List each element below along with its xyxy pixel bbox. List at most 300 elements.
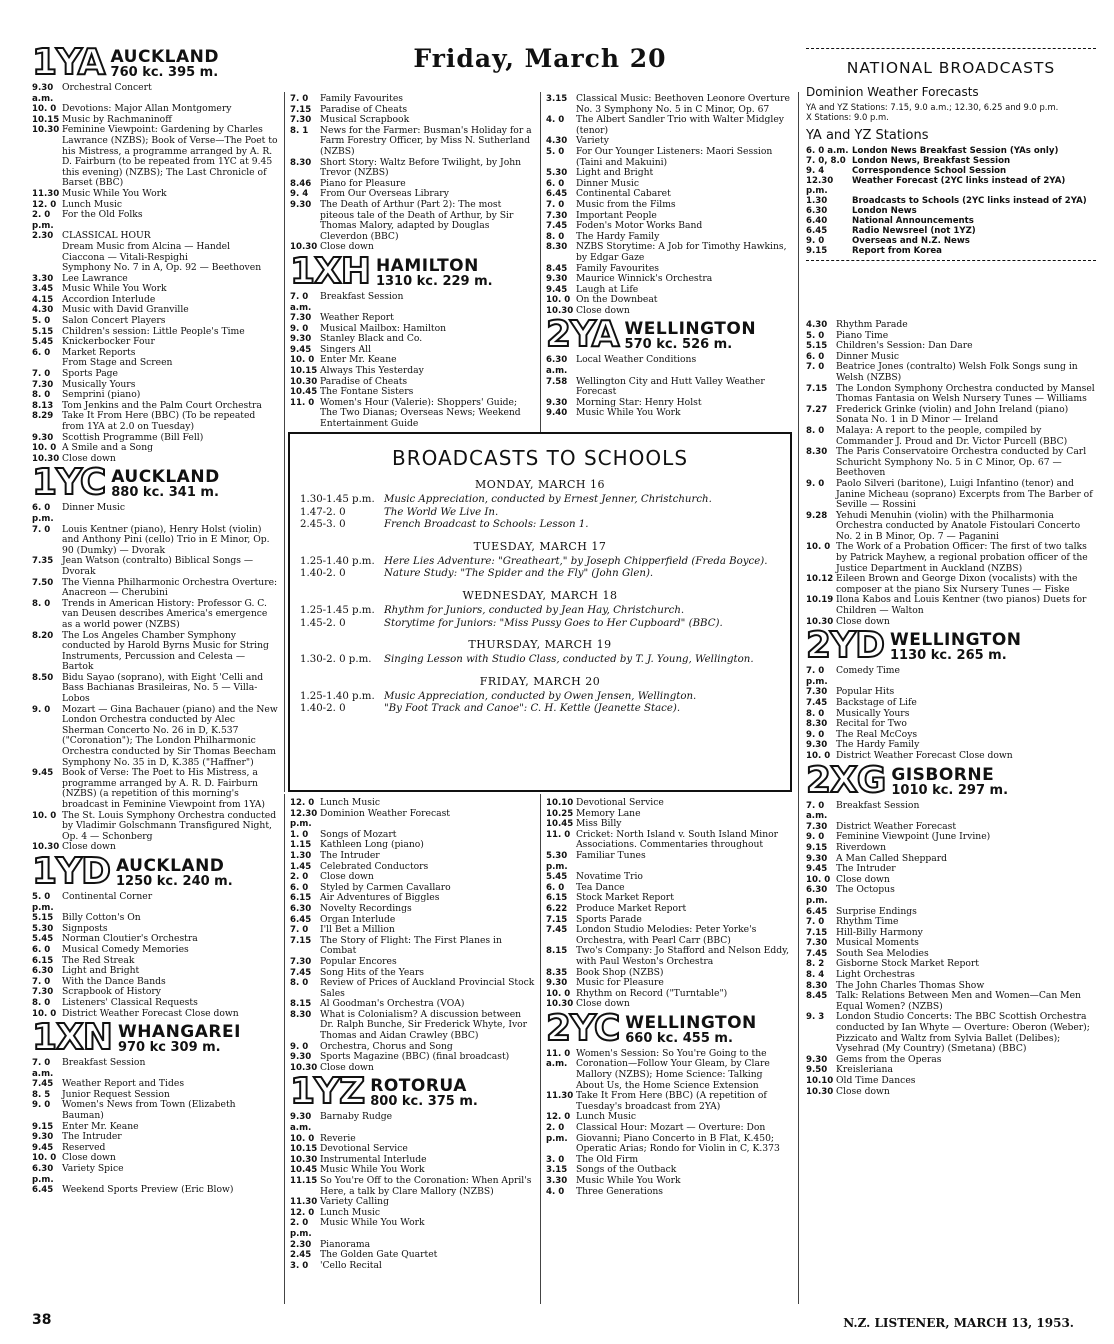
program-title: Styled by Carmen Cavallaro [320, 881, 451, 893]
program-time: 5.30 [546, 168, 568, 179]
program-title: The Death of Arthur (Part 2): The most piteous tale of the Death of Arthur, by Sir Thomas Malory, adapted by Douglas Cleverdon (BBC) [320, 198, 514, 242]
program-time: 6. 0 [546, 178, 565, 189]
program-time: 9. 0 [32, 704, 51, 715]
program-title: Music with David Granville [62, 304, 189, 316]
national-time: 1.30 [806, 196, 828, 206]
program-time: 5.45 [32, 934, 54, 945]
program-time: 7. 0 a.m. [290, 291, 312, 313]
program-title: Lunch Music [320, 797, 381, 808]
program-title: Take It From Here (BBC) (A repetition of Tuesday's broadcast from 2YA) [576, 1090, 767, 1112]
national-title-text: Broadcasts to Schools (2YC links instead of 2YA) [852, 196, 1087, 206]
program-row [546, 1176, 792, 1187]
program-time: 8.20 [32, 630, 54, 641]
program-title: Reverie [320, 1132, 356, 1144]
program-time: 10. 0 [546, 988, 571, 999]
program-title: Accordion Interlude [62, 293, 156, 305]
program-row [32, 599, 278, 631]
program-title: The Octopus [836, 884, 895, 896]
program-time: 7. 0 [290, 94, 309, 104]
program-title: Orchestral Concert [62, 82, 152, 93]
program-row [806, 801, 1096, 822]
program-row [32, 525, 278, 557]
program-row [546, 946, 792, 967]
station-city: WELLINGTON [625, 1012, 757, 1033]
schools-time: 1.47-2. 0 [300, 506, 346, 518]
program-title: Popular Encores [320, 955, 397, 967]
program-time: 7.30 [32, 379, 54, 390]
program-row [806, 426, 1096, 447]
program-title: Dinner Music [576, 177, 640, 189]
program-time: 10.30 [290, 1062, 318, 1073]
station-city: ROTORUA [370, 1076, 467, 1097]
program-time: 8. 0 [32, 390, 51, 401]
program-title: 'Cello Recital [320, 1259, 382, 1271]
program-row [806, 991, 1096, 1012]
program-row [290, 200, 536, 242]
program-title: Enter Mr. Keane [62, 1120, 139, 1132]
program-time: 7.50 [32, 577, 54, 588]
station-2ya-continued [546, 798, 792, 1010]
weather-lines [806, 102, 1096, 122]
program-time: 12. 0 [290, 1207, 315, 1218]
program-title: Feminine Viewpoint (June Irvine) [836, 831, 991, 843]
program-title: London Studio Melodies: Peter Yorke's Orchestra, with Pearl Carr (BBC) [576, 924, 757, 946]
program-title: Close down [836, 1085, 890, 1097]
program-time: 1. 0 [290, 829, 309, 840]
national-row [806, 246, 1096, 256]
program-time: 10.30 [32, 842, 60, 853]
program-row [32, 556, 278, 577]
program-title: Barnaby Rudge [320, 1111, 393, 1123]
program-title: Lee Lawrance [62, 272, 128, 284]
program-time: 10.15 [290, 366, 318, 377]
program-title: Music While You Work [320, 1164, 425, 1176]
program-title: For the Old Folks [62, 209, 143, 221]
schools-program: Rhythm for Juniors, conducted by Jean Hay, Christchurch. [384, 604, 685, 616]
program-title: Cricket: North Island v. South Island Minor Associations. Commentaries throughout [576, 828, 779, 851]
schools-program: Here Lies Adventure: "Greatheart," by Joseph Chipperfield (Freda Boyce). [384, 555, 768, 567]
program-title: Women's Hour (Valerie): Shoppers' Guide; The Two Dianas; Overseas News; Weekend Entertainment Guide [320, 396, 521, 430]
program-title: Enter Mr. Keane [320, 354, 397, 366]
program-time: 7.15 [546, 914, 568, 925]
program-row [290, 292, 536, 313]
program-time: 5. 0 [806, 330, 825, 341]
program-title: Weekend Sports Preview (Eric Blow) [62, 1184, 234, 1196]
program-time [32, 242, 62, 253]
program-row [32, 811, 278, 843]
program-time: 7. 0 [546, 199, 565, 210]
program-title: Sports Magazine (BBC) (final broadcast) [320, 1051, 510, 1063]
program-time: 6.15 [290, 893, 312, 904]
program-title: Weather Report and Tides [62, 1078, 185, 1090]
program-title: Lunch Music [320, 1206, 381, 1218]
program-time: 1.15 [290, 840, 312, 851]
program-row [290, 936, 536, 957]
program-time: 8. 0 [32, 997, 51, 1008]
program-time: 7.30 [290, 956, 312, 967]
program-time: 7.30 [806, 687, 828, 698]
program-row [32, 705, 278, 769]
program-time: 7.45 [806, 948, 828, 959]
program-time: 8.15 [546, 946, 568, 957]
program-time: 10.30 [32, 125, 60, 136]
program-time: 5.45 [546, 872, 568, 883]
program-time: 4. 0 [546, 1186, 565, 1197]
program-time: 10. 0 [32, 443, 57, 454]
program-title: Scottish Programme (Bill Fell) [62, 431, 204, 443]
program-title: Market Reports [62, 346, 136, 358]
schools-day: THURSDAY, MARCH 19 [468, 638, 612, 652]
program-time: 8.45 [546, 263, 568, 274]
program-title: Feminine Viewpoint: Gardening by Charles Lawrance (NZBS); Book of Verse—The Poet to his Mistress, a programme arranged by A. R. D. Fairburn (to be repeated from 1YC at 9.45 this evening) (NZBS); The Last Chronicle of Barset (BBC) [62, 124, 278, 189]
program-title: Dinner Music [836, 350, 900, 362]
program-time: 7.15 [806, 383, 828, 394]
schools-program: Nature Study: "The Spider and the Fly" (John Glen). [384, 568, 654, 580]
program-time: 8.30 [290, 157, 312, 168]
program-time: 8.15 [290, 999, 312, 1010]
program-row [806, 698, 1096, 709]
program-time: 7. 0 [806, 362, 825, 373]
program-time: 9.28 [806, 510, 828, 521]
program-title: A Man Called Sheppard [836, 852, 948, 864]
program-time: 10.45 [290, 387, 318, 398]
national-row [806, 226, 1096, 236]
schools-program: Storytime for Juniors: "Miss Pussy Goes to Her Cupboard" (BBC). [384, 617, 723, 629]
program-time [32, 263, 62, 274]
page-title: Friday, March 20 [413, 44, 667, 73]
program-title: Review of Prices of Auckland Provincial Stock Sales [320, 977, 535, 999]
program-title: Instrumental Interlude [320, 1153, 427, 1165]
program-title: Breakfast Session [836, 799, 920, 811]
program-time: 8. 4 [806, 970, 825, 981]
program-time: 8. 0 [806, 708, 825, 719]
program-title: Familiar Tunes [576, 849, 646, 861]
program-title: Old Time Dances [836, 1075, 916, 1086]
program-row [32, 210, 278, 231]
program-title: Popular Hits [836, 686, 895, 698]
schools-row [300, 654, 780, 667]
program-row [806, 362, 1096, 383]
program-time: 9. 3 [806, 1012, 825, 1023]
program-time: 9.30 [32, 1132, 54, 1143]
program-row [546, 147, 792, 168]
program-time: 1.45 [290, 861, 312, 872]
program-title: Produce Market Report [576, 902, 687, 914]
program-time: 6.30 a.m. [546, 355, 568, 377]
program-time: 8. 0 [290, 978, 309, 989]
program-time: 11. 0 [290, 397, 315, 408]
program-title: Always This Yesterday [320, 365, 424, 377]
program-title: On the Downbeat [576, 294, 658, 306]
program-title: Backstage of Life [836, 697, 917, 708]
program-row [806, 511, 1096, 543]
schools-row [300, 494, 780, 507]
program-time: 7.30 [806, 821, 828, 832]
program-title: NZBS Storytime: A Job for Timothy Hawkins, by Edgar Gaze [576, 241, 787, 263]
program-time: 3.15 [546, 94, 568, 104]
program-title: The Intruder [320, 849, 380, 861]
program-time: 4.30 [546, 136, 568, 147]
program-title: Celebrated Conductors [320, 860, 429, 872]
program-time: 10.45 [290, 1165, 318, 1176]
program-row [32, 768, 278, 810]
divider [806, 48, 1096, 49]
program-time: 10. 0 [290, 355, 315, 366]
program-row [32, 411, 278, 432]
program-title: CLASSICAL HOUR [62, 230, 151, 242]
program-time: 8.13 [32, 400, 54, 411]
program-row [32, 1058, 278, 1079]
program-title: Close down [320, 241, 374, 253]
station-1ya-continued [290, 94, 536, 253]
national-time: 12.30 p.m. [806, 176, 834, 196]
column-3-bottom [546, 798, 792, 1197]
program-title: Maurice Winnick's Orchestra [576, 273, 713, 285]
program-title: Memory Lane [576, 807, 641, 819]
station-1xh-evening [290, 798, 536, 1073]
program-time: 6.45 [806, 906, 828, 917]
program-row [546, 1123, 792, 1155]
program-title: Knickerbocker Four [62, 336, 155, 348]
program-title: Variety [576, 135, 609, 147]
station-header [806, 759, 1096, 801]
station-header [32, 1017, 278, 1059]
program-title: Rhythm Parade [836, 319, 908, 330]
program-title: Piano for Pleasure [320, 177, 406, 189]
program-title: Miss Billy [576, 818, 622, 830]
program-row [546, 798, 792, 809]
station-1yd [32, 850, 278, 1019]
program-time: 7.45 [546, 925, 568, 936]
program-row [806, 479, 1096, 511]
station-name-block [111, 468, 219, 500]
program-time: 7.15 [290, 104, 312, 115]
program-time: 10.25 [546, 808, 574, 819]
program-time: 10.15 [32, 114, 60, 125]
program-title: Louis Kentner (piano), Henry Holst (violin) and Anthony Pini (cello) Trio in E Minor, Op. 90 (Dumky) — Dvorak [62, 523, 270, 556]
program-title: Close down [62, 841, 116, 853]
station-frequency: 660 kc. 455 m. [625, 1030, 733, 1046]
column-3-top [546, 94, 792, 419]
schools-row [300, 605, 780, 618]
program-title: Music While You Work [320, 1217, 425, 1229]
program-time: 11.30 [546, 1091, 574, 1102]
program-title: The Work of a Probation Officer: The first of two talks by Patrick Mayhew, a regional probation officer of the Justice Department in Auckland (NZBS) [836, 541, 1088, 574]
program-row [32, 189, 278, 200]
program-time: 8.30 [806, 719, 828, 730]
program-title: Listeners' Classical Requests [62, 996, 198, 1008]
weather-line: YA and YZ Stations: 7.15, 9.0 a.m.; 12.30, 6.25 and 9.0 p.m. [806, 102, 1059, 112]
program-row [546, 408, 792, 419]
program-row [546, 1091, 792, 1112]
program-row [806, 1012, 1096, 1054]
program-time: 9. 0 [32, 1100, 51, 1111]
program-time: 5.15 [32, 913, 54, 924]
program-row [290, 1218, 536, 1239]
program-time: 9. 4 [290, 189, 309, 200]
program-title: Classical Music: Beethoven Leonore Overture No. 3 Symphony No. 5 in C Minor, Op. 67 [576, 93, 790, 115]
program-title: Kathleen Long (piano) [320, 839, 424, 851]
program-title: For Our Younger Listeners: Maori Session (Taini and Makuini) [576, 145, 773, 168]
program-row [290, 126, 536, 158]
program-time: 11.30 [290, 1197, 318, 1208]
program-title: Stanley Black and Co. [320, 333, 423, 345]
schools-time: 1.25-1.45 p.m. [300, 604, 375, 616]
program-title: The Hardy Family [836, 739, 920, 751]
program-time: 9. 0 [290, 323, 309, 334]
program-time: 7.15 [290, 935, 312, 946]
national-row [806, 166, 1096, 176]
program-title: South Sea Melodies [836, 947, 929, 959]
program-time: 7. 0 [806, 917, 825, 928]
program-title: Local Weather Conditions [576, 354, 697, 366]
national-row [806, 156, 1096, 166]
station-city: WHANGAREI [117, 1022, 241, 1043]
program-title: Variety Calling [320, 1196, 389, 1208]
program-title: Mozart — Gina Bachauer (piano) and the New London Orchestra conducted by Alec Sherman Concerto No. 26 in D, K.537 ("Coronation"); The London Philharmonic Orchestra conducted by Sir Thomas Beecham Symphony No. 35 in D, K.385 ("Haffner") [62, 703, 278, 768]
station-call-sign: 1YA [32, 42, 105, 83]
program-time: 8.45 [806, 991, 828, 1002]
program-title: Song Hits of the Years [320, 966, 424, 978]
program-title: Eileen Brown and George Dixon (vocalists) with the composer at the piano Six Nursery Tunes — Fiske [836, 573, 1078, 595]
program-time: 6.30 p.m. [806, 885, 828, 906]
station-frequency: 570 kc. 526 m. [624, 337, 733, 353]
program-title: Women's Session: So You're Going to the Coronation—Follow Your Gleam, by Clare Mallory (NZBS); Home Science: Talking About Us, the Home Science Extension [576, 1047, 770, 1091]
program-row [806, 843, 1096, 854]
program-row [32, 892, 278, 913]
program-time: 7. 0 p.m. [806, 666, 828, 687]
program-title: Stock Market Report [576, 892, 674, 904]
program-row [290, 809, 536, 830]
program-time: 6.15 [32, 955, 54, 966]
station-frequency: 1130 kc. 265 m. [890, 648, 1007, 664]
station-1yc [32, 462, 278, 853]
program-row [546, 115, 792, 136]
national-time: 6.45 [806, 226, 828, 236]
national-title-text: Report from Korea [852, 246, 942, 256]
program-row [546, 830, 792, 851]
program-title: With the Dance Bands [62, 975, 166, 987]
program-title: The Golden Gate Quartet [320, 1249, 438, 1261]
national-title-text: Radio Newsreel (not 1YZ) [852, 226, 976, 236]
program-title: Close down [576, 998, 630, 1010]
program-time: 9.30 [32, 432, 54, 443]
national-items [806, 146, 1096, 256]
national-title-text: National Announcements [852, 216, 974, 226]
schools-time: 1.25-1.40 p.m. [300, 555, 375, 567]
program-title: Close down [320, 1061, 374, 1073]
national-row [806, 176, 1096, 196]
program-title: Pianorama [320, 1238, 371, 1250]
program-time: 10. 0 [32, 810, 57, 821]
program-row [290, 851, 536, 862]
station-name-block [111, 48, 219, 80]
program-time: 8.46 [290, 178, 312, 189]
station-name-block [116, 857, 233, 889]
program-title: The Real McCoys [836, 728, 918, 740]
program-time: 10.30 [806, 616, 834, 627]
program-title: District Weather Forecast Close down [62, 1007, 239, 1019]
schools-time: 1.40-2. 0 [300, 703, 346, 715]
program-title: Dominion Weather Forecast [320, 807, 451, 819]
national-row [806, 146, 1096, 156]
program-time: 4.30 [806, 320, 828, 330]
schools-row [300, 618, 780, 631]
program-time: 9.40 [546, 408, 568, 419]
program-title: From Stage and Screen [62, 357, 173, 369]
program-time: 12.30 p.m. [290, 808, 318, 830]
program-title: Ciaccona — Vitali-Respighi [62, 251, 188, 263]
weather-heading: Dominion Weather Forecasts [806, 85, 979, 99]
program-title: Lunch Music [62, 198, 123, 210]
program-time: 11.30 [32, 188, 60, 199]
program-title: Breakfast Session [320, 290, 404, 302]
program-time: 7.30 [290, 115, 312, 126]
program-time: 7.45 [290, 967, 312, 978]
program-title: Foden's Motor Works Band [576, 220, 703, 232]
schools-program: French Broadcast to Schools: Lesson 1. [384, 519, 589, 531]
program-row [290, 957, 536, 968]
program-row [546, 200, 792, 211]
station-1xh-continued [546, 94, 792, 316]
station-city: WELLINGTON [890, 630, 1022, 651]
program-title: Book Shop (NZBS) [576, 966, 664, 978]
program-time: 8.30 [546, 242, 568, 253]
program-time: 3.30 [546, 1176, 568, 1186]
program-title: Close down [320, 871, 374, 883]
program-time: 3. 0 [290, 1260, 309, 1271]
schools-row [300, 519, 780, 532]
column-2-bottom [290, 798, 536, 1271]
program-row [290, 904, 536, 915]
station-city: GISBORNE [891, 764, 995, 785]
program-title: The Red Streak [62, 954, 135, 966]
program-title: District Weather Forecast Close down [836, 749, 1013, 761]
program-time: 5. 0 [32, 316, 51, 327]
program-title: The Story of Flight: The First Planes in Combat [320, 934, 502, 957]
program-title: Family Favourites [576, 262, 659, 274]
program-time: 7.45 [32, 1079, 54, 1090]
program-title: Devotional Service [576, 797, 664, 808]
schools-row [300, 556, 780, 569]
program-title: Scrapbook of History [62, 986, 161, 998]
program-title: Devotions: Major Allan Montgomery [62, 103, 232, 115]
program-title: Paolo Silveri (baritone), Luigi Infantino (tenor) and Janine Micheau (soprano) Excerpts from The Barber of Seville — Rossini [836, 477, 1093, 511]
program-time: 9. 0 [806, 478, 825, 489]
program-time: 11. 0 [546, 829, 571, 840]
station-2ya [546, 314, 792, 419]
program-time: 9.30 [806, 853, 828, 864]
station-header [290, 1071, 536, 1113]
station-city: AUCKLAND [116, 855, 225, 876]
column-rule [798, 92, 799, 1304]
program-time: 7. 0 [32, 524, 51, 535]
program-time: 7. 0 [32, 369, 51, 380]
program-title: Music While You Work [576, 407, 681, 419]
program-time: 7.45 [546, 221, 568, 232]
program-title: Musical Mailbox: Hamilton [320, 322, 447, 334]
program-row [290, 1010, 536, 1042]
program-time: 6.30 [32, 966, 54, 977]
program-title: The John Charles Thomas Show [836, 979, 985, 991]
program-row [546, 355, 792, 376]
program-time: 6. 0 [546, 882, 565, 893]
program-row [290, 1176, 536, 1197]
program-row [32, 1185, 278, 1196]
national-row [806, 216, 1096, 226]
program-title: The Hardy Family [576, 230, 660, 242]
national-title-text: Correspondence School Session [852, 166, 1007, 176]
